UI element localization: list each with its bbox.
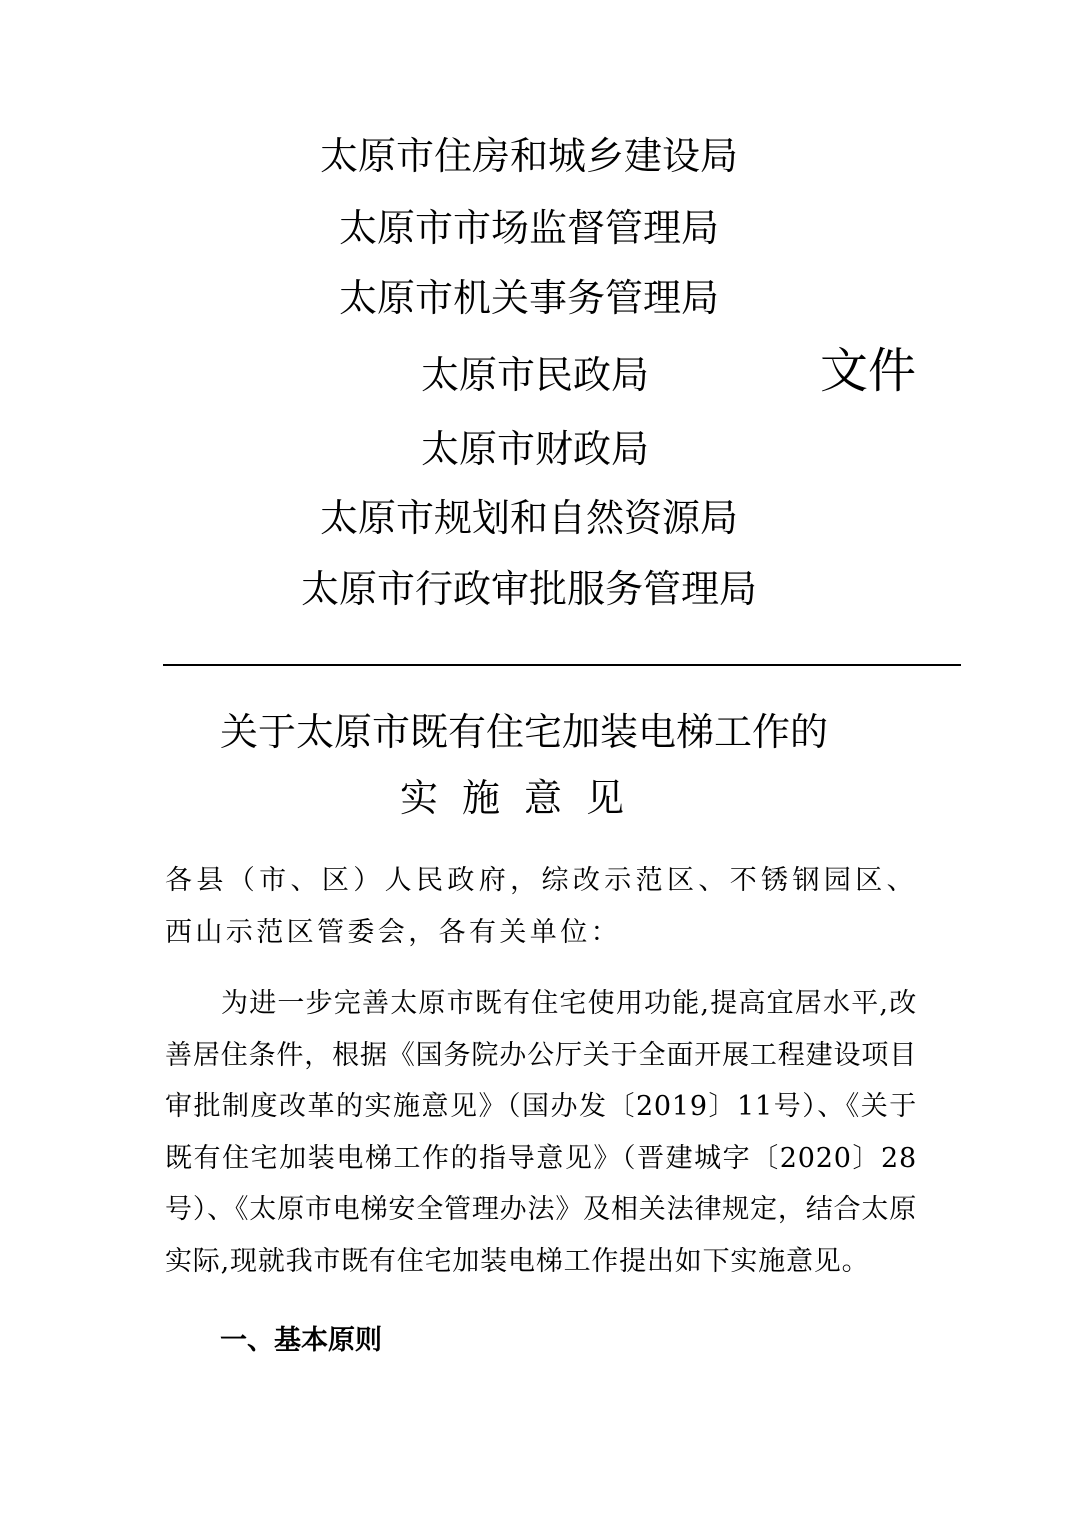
document-subtitle: 实施意见 — [400, 776, 649, 820]
document-suffix: 文件 — [820, 343, 917, 399]
section-heading: 一、基本原则 — [220, 1325, 382, 1356]
issuer-name: 太原市民政局 — [421, 353, 650, 397]
header-divider — [163, 664, 961, 666]
issuer-name: 太原市市场监督管理局 — [339, 206, 720, 250]
issuer-name: 太原市规划和自然资源局 — [320, 496, 739, 540]
issuer-name: 太原市住房和城乡建设局 — [320, 134, 739, 178]
salutation: 各县（市、区）人民政府，综改示范区、不锈钢园区、西山示范区管委会，各有关单位： — [165, 865, 917, 948]
issuer-name: 太原市财政局 — [421, 427, 650, 471]
document-title: 关于太原市既有住宅加装电梯工作的 — [220, 710, 829, 754]
issuer-name: 太原市机关事务管理局 — [339, 276, 720, 320]
issuer-name: 太原市行政审批服务管理局 — [301, 567, 758, 611]
body-paragraph: 为进一步完善太原市既有住宅使用功能,提高宜居水平,改善居住条件，根据《国务院办公厅关于全面开展工程建设项目审批制度改革的实施意见》（国办发〔2019〕11号）、《关于既有住宅加装电梯工作的指导意见》（晋建城字〔2020〕28号）、《太原市电梯安全管理办法》及相关法律规定，结合太原实际,现就我市既有住宅加装电梯工作提出如下实施意见。 — [165, 988, 917, 1277]
